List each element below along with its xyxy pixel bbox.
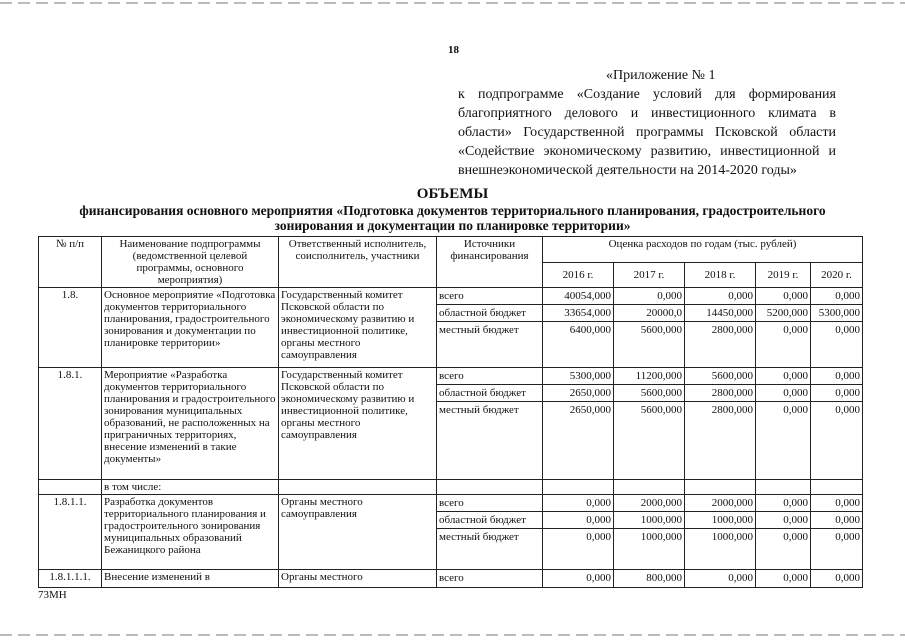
amount-value: 0,000 [783,324,808,336]
cell-name: Основное мероприятие «Подготовка документов территориального планирования, градостроительного зонирования и документации по планировке территории» [102,288,279,368]
header-year: 2018 г. [685,262,756,288]
header-year: 2019 г. [756,262,811,288]
table-row [39,480,863,495]
amount-value: 2800,000 [685,385,755,402]
source-label: местный бюджет [439,531,519,543]
cell-year-values [614,368,685,480]
cell-year-values [543,368,614,480]
source-label: областной бюджет [437,305,542,322]
cell-sources [437,368,543,480]
cell-name: Разработка документов территориального планирования и градостроительного зонирования муниципальных образований Бежаницкого района [102,495,279,570]
cell-num: 1.8.1.1. [39,495,102,570]
source-label: всего [439,572,464,584]
table-row [39,288,863,368]
amount-value: 0,000 [811,512,862,529]
cell-year-values [685,288,756,368]
amount-value: 0,000 [728,572,753,584]
source-label: областной бюджет [437,385,542,402]
appendix-title: «Приложение № 1 [606,68,716,83]
amount-value: 0,000 [756,495,810,512]
source-label: всего [437,288,542,305]
cell-responsible: Органы местного [279,570,437,588]
amount-value: 0,000 [811,288,862,305]
cell-year-values [543,288,614,368]
amount-value: 1000,000 [711,531,753,543]
cell-empty [543,480,614,495]
cell-year-values [543,570,614,588]
cell-empty [279,480,437,495]
amount-value: 0,000 [756,368,810,385]
header-year: 2020 г. [811,262,863,288]
amount-value: 5600,000 [614,385,684,402]
scan-edge-top [0,2,905,4]
amount-value: 0,000 [835,572,860,584]
amount-value: 5300,000 [543,368,613,385]
source-label: местный бюджет [439,324,519,336]
financing-table [38,236,863,588]
cell-year-values [685,495,756,570]
cell-empty [614,480,685,495]
cell-year-values [614,570,685,588]
cell-year-values [685,570,756,588]
amount-value: 0,000 [543,495,613,512]
appendix-block [458,66,836,180]
cell-year-values [811,495,863,570]
amount-value: 0,000 [811,368,862,385]
amount-value: 2650,000 [543,385,613,402]
header-estimate: Оценка расходов по годам (тыс. рублей) [543,237,863,263]
header-sources: Источники финансирования [437,237,543,288]
scan-edge-bottom [0,634,905,636]
cell-num: 1.8.1.1.1. [39,570,102,588]
cell-year-values [811,570,863,588]
amount-value: 0,000 [756,512,810,529]
cell-year-values [756,570,811,588]
cell-num: 1.8.1. [39,368,102,480]
page-number: 18 [448,44,459,56]
cell-year-values [756,288,811,368]
table-header-row [39,237,863,263]
amount-value: 0,000 [835,324,860,336]
cell-sources [437,570,543,588]
amount-value: 0,000 [835,404,860,416]
cell-responsible: Государственный комитет Псковской области по экономическому развитию и инвестиционной политике, органы местного самоуправления [279,368,437,480]
cell-name: Мероприятие «Разработка документов территориального планирования и градостроительного зонирования муниципальных образований, не расположенных на приграничных территориях, внесение изменений в такие документы» [102,368,279,480]
cell-name: Внесение изменений в [102,570,279,588]
cell-empty [811,480,863,495]
amount-value: 0,000 [783,531,808,543]
amount-value: 0,000 [783,572,808,584]
amount-value: 0,000 [811,385,862,402]
cell-name: в том числе: [102,480,279,495]
cell-year-values [756,368,811,480]
amount-value: 0,000 [835,531,860,543]
source-label: местный бюджет [439,404,519,416]
cell-year-values [685,368,756,480]
cell-num: 1.8. [39,288,102,368]
amount-value: 5600,000 [685,368,755,385]
amount-value: 0,000 [783,404,808,416]
appendix-text: к подпрограмме «Создание условий для формирования благоприятного делового и инвестиционного климата в области» Государственной программы Псковской области «Содействие экономическому развитию, инвестиционной и внешнеэкономической деятельности на 2014-2020 годы» [458,87,836,178]
header-name: Наименование подпрограммы (ведомственной целевой программы, основного мероприятия) [102,237,279,288]
cell-year-values [811,288,863,368]
amount-value: 0,000 [756,385,810,402]
cell-year-values [811,368,863,480]
document-subtitle: финансирования основного мероприятия «Подготовка документов территориального планирования, градостроительного зонирования и документации по планировке территории» [79,203,826,233]
amount-value: 6400,000 [569,324,611,336]
amount-value: 14450,000 [685,305,755,322]
amount-value: 2800,000 [711,404,753,416]
source-label: всего [437,495,542,512]
cell-empty [685,480,756,495]
amount-value: 0,000 [586,572,611,584]
document-title: ОБЪЕМЫ [416,186,489,202]
cell-responsible: Органы местного самоуправления [279,495,437,570]
cell-empty [756,480,811,495]
amount-value: 0,000 [543,512,613,529]
source-label: всего [437,368,542,385]
amount-value: 0,000 [811,495,862,512]
cell-year-values [543,495,614,570]
cell-sources [437,288,543,368]
amount-value: 5600,000 [640,324,682,336]
amount-value: 1000,000 [640,531,682,543]
amount-value: 20000,0 [614,305,684,322]
table-row [39,495,863,570]
amount-value: 2800,000 [711,324,753,336]
footer-code: 73МН [38,589,67,601]
source-label: областной бюджет [437,512,542,529]
cell-year-values [756,495,811,570]
amount-value: 0,000 [614,288,684,305]
amount-value: 5200,000 [756,305,810,322]
amount-value: 2000,000 [685,495,755,512]
cell-num [39,480,102,495]
amount-value: 5600,000 [640,404,682,416]
amount-value: 40054,000 [543,288,613,305]
amount-value: 0,000 [756,288,810,305]
amount-value: 33654,000 [543,305,613,322]
amount-value: 11200,000 [614,368,684,385]
amount-value: 1000,000 [614,512,684,529]
cell-sources [437,495,543,570]
amount-value: 800,000 [646,572,682,584]
table-row [39,570,863,588]
cell-year-values [614,495,685,570]
header-year: 2017 г. [614,262,685,288]
cell-responsible: Государственный комитет Псковской области по экономическому развитию и инвестиционной политике, органы местного самоуправления [279,288,437,368]
amount-value: 0,000 [685,288,755,305]
header-year: 2016 г. [543,262,614,288]
amount-value: 5300,000 [811,305,862,322]
amount-value: 0,000 [586,531,611,543]
amount-value: 2000,000 [614,495,684,512]
cell-empty [437,480,543,495]
header-num: № п/п [39,237,102,288]
header-responsible: Ответственный исполнитель, соисполнитель, участники [279,237,437,288]
amount-value: 1000,000 [685,512,755,529]
amount-value: 2650,000 [569,404,611,416]
cell-year-values [614,288,685,368]
table-row [39,368,863,480]
